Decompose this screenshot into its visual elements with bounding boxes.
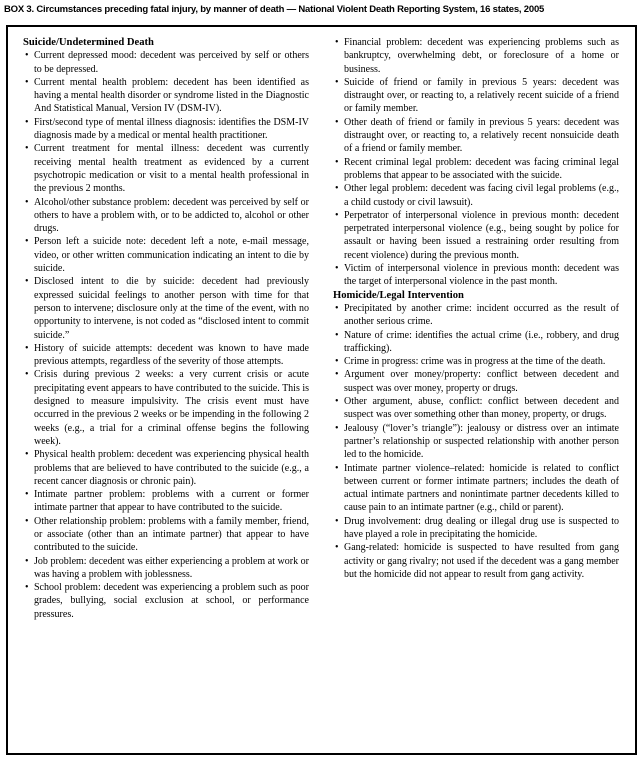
section-heading: Suicide/Undetermined Death	[23, 37, 154, 48]
list-item: • Current mental health problem: decedent has been identified as having a mental health disorder or syndrome listed in the Diagnostic And Statistical Manual, Version IV (DSM-IV).	[23, 76, 309, 116]
list-item: • Gang-related: homicide is suspected to have resulted from gang activity or gang rivalry; not used if the decedent was a gang member but the homicide did not appear to result from gang activity.	[333, 541, 619, 581]
list-item: • Disclosed intent to die by suicide: decedent had previously expressed suicidal feelings to another person with time for that person to intervene; disclosure only at the time of the event, with no opportunity to intervene, is not coded as “disclosed intent to commit suicide.”	[23, 275, 309, 341]
list-item: • Other death of friend or family in previous 5 years: decedent was distraught over, or reacting to, a relatively recent nonsuicide death of a friend or family member.	[333, 116, 619, 156]
list-item: • Drug involvement: drug dealing or illegal drug use is suspected to have played a role in precipitating the homicide.	[333, 515, 619, 542]
list-item: • Victim of interpersonal violence in previous month: decedent was the target of interpersonal violence in the past month.	[333, 262, 619, 289]
list-item: • Other relationship problem: problems with a family member, friend, or associate (other than an intimate partner) that appear to have contributed to the suicide.	[23, 515, 309, 555]
box-title: BOX 3. Circumstances preceding fatal injury, by manner of death — National Violent Death Reporting System, 16 states, 2005	[4, 4, 545, 15]
list-item: • Perpetrator of interpersonal violence in previous month: decedent perpetrated interpersonal violence (e.g., being sought by police for assault or having been issued a restraining order resulting from recent violence) during the previous month.	[333, 209, 619, 262]
list-item: • Intimate partner violence–related: homicide is related to conflict between current or former intimate partners; includes the death of actual intimate partners and nonintimate partner decedents killed to cause pain to an intimate partner (e.g., child or parent).	[333, 462, 619, 515]
list-item: • History of suicide attempts: decedent was known to have made previous attempts, regardless of the severity of those attempts.	[23, 342, 309, 369]
list-item: • Argument over money/property: conflict between decedent and suspect was over money, property or drugs.	[333, 368, 619, 395]
list-item: • First/second type of mental illness diagnosis: identifies the DSM-IV diagnosis made by a medical or mental health practitioner.	[23, 116, 309, 143]
list-item: • Other argument, abuse, conflict: conflict between decedent and suspect was over something other than money, property, or drugs.	[333, 395, 619, 422]
list-item: • Physical health problem: decedent was experiencing physical health problems that are believed to have contributed to the suicide (e.g., a recent cancer diagnosis or chronic pain).	[23, 448, 309, 488]
list-item: • Other legal problem: decedent was facing civil legal problems (e.g., a child custody or civil lawsuit).	[333, 182, 619, 209]
list-item: • Alcohol/other substance problem: decedent was perceived by self or others to have a problem with, or to be addicted to, alcohol or other drugs.	[23, 196, 309, 236]
list-item: • Nature of crime: identifies the actual crime (i.e., robbery, and drug trafficking).	[333, 329, 619, 356]
section-heading: Homicide/Legal Intervention	[333, 289, 464, 301]
list-item: • Crisis during previous 2 weeks: a very current crisis or acute precipitating event appears to have contributed to the suicide. This is designed to measure impulsivity. The crisis event must have occurred in the previous 2 weeks or be impending in the following 2 weeks (e.g., a trial for a criminal offense begins the following week).	[23, 368, 309, 448]
list-item: • Financial problem: decedent was experiencing problems such as bankruptcy, overwhelming debt, or foreclosure of a home or business.	[333, 36, 619, 76]
list-item: • School problem: decedent was experiencing a problem such as poor grades, bullying, social exclusion at school, or performance pressures.	[23, 581, 309, 621]
list-item: • Jealousy (“lover’s triangle”): jealousy or distress over an intimate partner’s relationship or suspected relationship with another person led to the homicide.	[333, 422, 619, 462]
list-item: • Intimate partner problem: problems with a current or former intimate partner that appear to have contributed to the suicide.	[23, 488, 309, 515]
box-3-border	[6, 25, 637, 755]
box-content-columns	[23, 36, 619, 750]
list-item: • Person left a suicide note: decedent left a note, e-mail message, video, or other written communication indicating an intent to die by suicide.	[23, 235, 309, 275]
list-item: • Current depressed mood: decedent was perceived by self or others to be depressed.	[23, 49, 309, 76]
list-item: • Crime in progress: crime was in progress at the time of the death.	[333, 355, 619, 368]
list-item: • Current treatment for mental illness: decedent was currently receiving mental health treatment as evidenced by a current psychotropic medication or visit to a mental health professional in the previous 2 months.	[23, 142, 309, 195]
list-item: • Job problem: decedent was either experiencing a problem at work or was having a problem with joblessness.	[23, 555, 309, 582]
list-item: • Recent criminal legal problem: decedent was facing criminal legal problems that appear to be associated with the suicide.	[333, 156, 619, 183]
list-item: • Suicide of friend or family in previous 5 years: decedent was distraught over, or reacting to, a relatively recent suicide of a friend or family member.	[333, 76, 619, 116]
list-item: • Precipitated by another crime: incident occurred as the result of another serious crime.	[333, 302, 619, 329]
